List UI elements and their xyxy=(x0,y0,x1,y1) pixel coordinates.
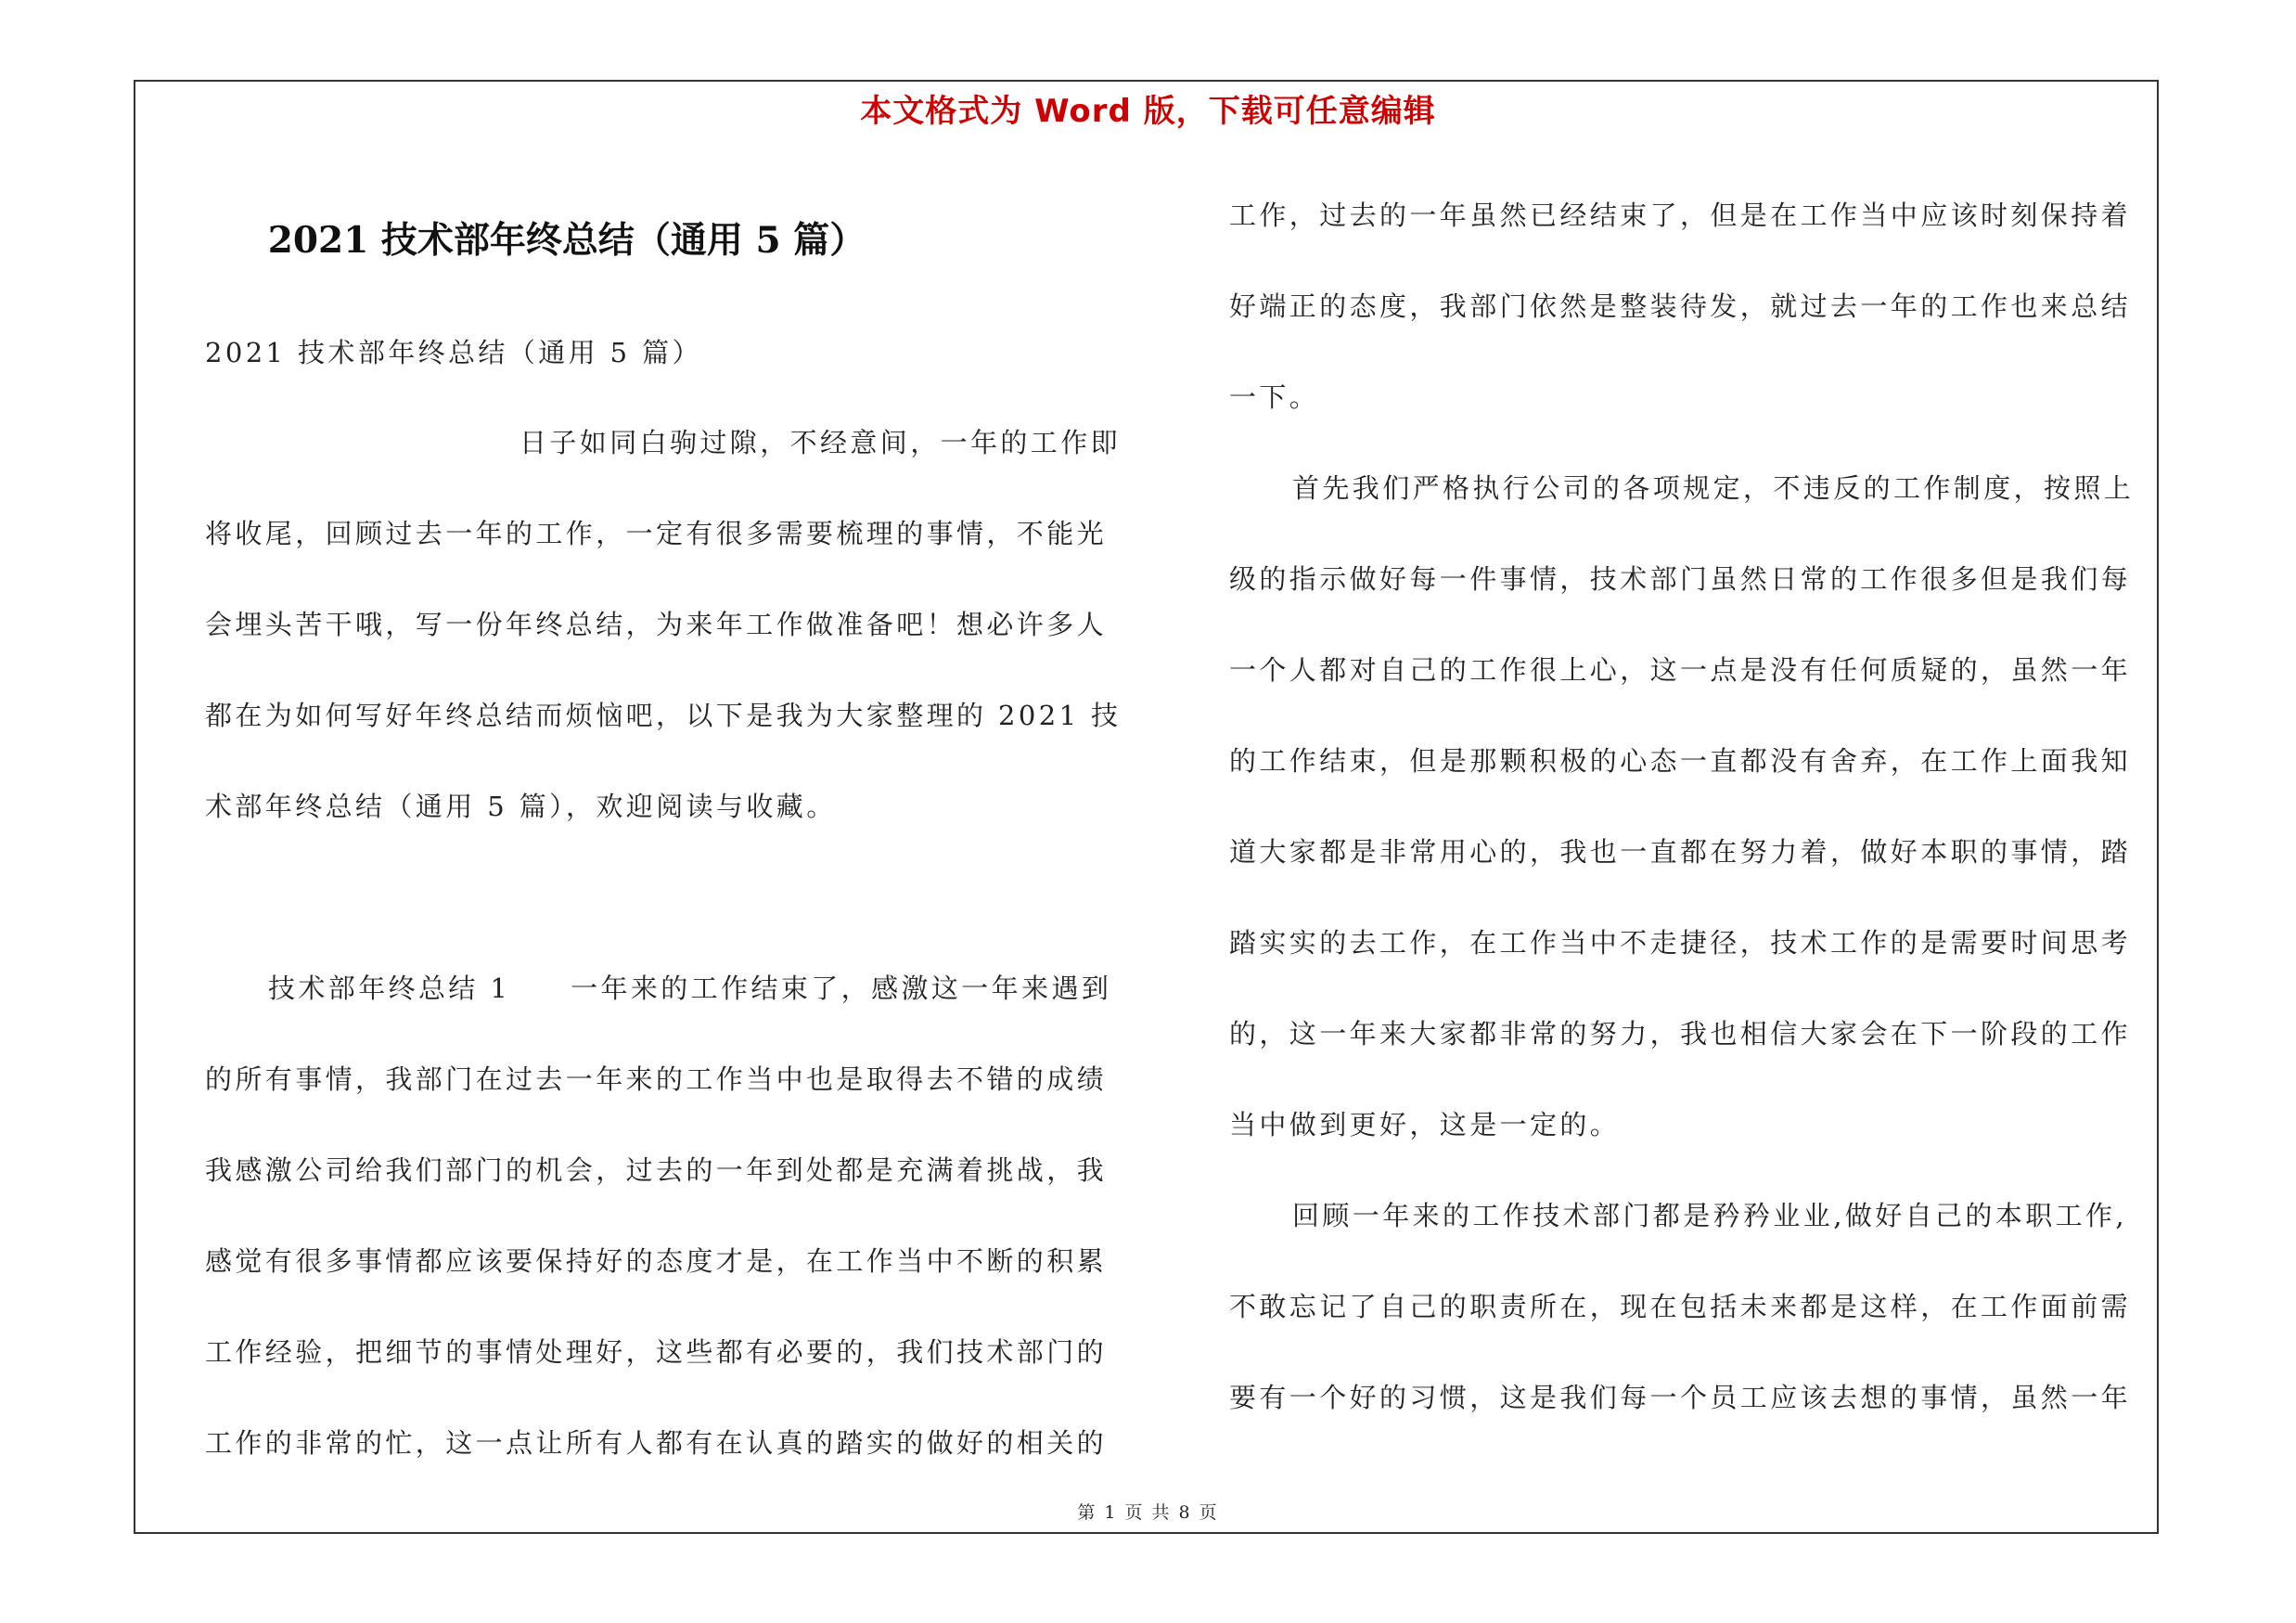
text-line: 工作的非常的忙，这一点让所有人都有在认真的踏实的做好的相关的 xyxy=(205,1427,1108,1459)
text-line: 的工作结束，但是那颗积极的心态一直都没有舍弃，在工作上面我知 xyxy=(1229,745,2132,777)
text-line: 不敢忘记了自己的职责所在，现在包括未来都是这样，在工作面前需 xyxy=(1229,1291,2132,1322)
text-line: 首先我们严格执行公司的各项规定，不违反的工作制度，按照上 xyxy=(1292,472,2135,504)
document-title: 2021 技术部年终总结（通用 5 篇） xyxy=(267,219,866,262)
text-line: 感觉有很多事情都应该要保持好的态度才是，在工作当中不断的积累 xyxy=(205,1245,1108,1277)
text-line: 踏实实的去工作，在工作当中不走捷径，技术工作的是需要时间思考 xyxy=(1229,927,2132,959)
text-line: 一个人都对自己的工作很上心，这一点是没有任何质疑的，虽然一年 xyxy=(1229,654,2132,686)
text-line: 都在为如何写好年终总结而烦恼吧，以下是我为大家整理的 2021 技 xyxy=(205,700,1122,731)
text-line: 工作，过去的一年虽然已经结束了，但是在工作当中应该时刻保持着 xyxy=(1229,200,2132,231)
text-line: 当中做到更好，这是一定的。 xyxy=(1229,1109,1621,1140)
text-line: 的，这一年来大家都非常的努力，我也相信大家会在下一阶段的工作 xyxy=(1229,1018,2132,1050)
text-line: 工作经验，把细节的事情处理好，这些都有必要的，我们技术部门的 xyxy=(205,1336,1108,1368)
text-line: 回顾一年来的工作技术部门都是矜矜业业,做好自己的本职工作, xyxy=(1292,1200,2128,1231)
text-line: 日子如同白驹过隙，不经意间，一年的工作即 xyxy=(519,427,1122,458)
text-line: 一下。 xyxy=(1229,381,1320,413)
subtitle-line: 2021 技术部年终总结（通用 5 篇） xyxy=(205,337,702,368)
page-number-footer: 第 1 页 共 8 页 xyxy=(1077,1502,1219,1523)
format-banner: 本文格式为 Word 版，下载可任意编辑 xyxy=(860,93,1436,130)
text-line: 术部年终总结（通用 5 篇），欢迎阅读与收藏。 xyxy=(205,791,837,822)
text-line: 好端正的态度，我部门依然是整装待发，就过去一年的工作也来总结 xyxy=(1229,290,2132,322)
text-line: 的所有事情，我部门在过去一年来的工作当中也是取得去不错的成绩 xyxy=(205,1063,1108,1095)
text-line: 要有一个好的习惯，这是我们每一个员工应该去想的事情，虽然一年 xyxy=(1229,1382,2132,1413)
text-line: 会埋头苦干哦，写一份年终总结，为来年工作做准备吧！想必许多人 xyxy=(205,609,1108,640)
text-line: 道大家都是非常用心的，我也一直都在努力着，做好本职的事情，踏 xyxy=(1229,836,2132,868)
text-line: 将收尾，回顾过去一年的工作，一定有很多需要梳理的事情，不能光 xyxy=(205,518,1108,549)
text-line: 技术部年终总结 1 一年来的工作结束了，感激这一年来遇到 xyxy=(268,973,1112,1004)
text-line: 我感激公司给我们部门的机会，过去的一年到处都是充满着挑战，我 xyxy=(205,1154,1108,1186)
text-line: 级的指示做好每一件事情，技术部门虽然日常的工作很多但是我们每 xyxy=(1229,563,2132,595)
